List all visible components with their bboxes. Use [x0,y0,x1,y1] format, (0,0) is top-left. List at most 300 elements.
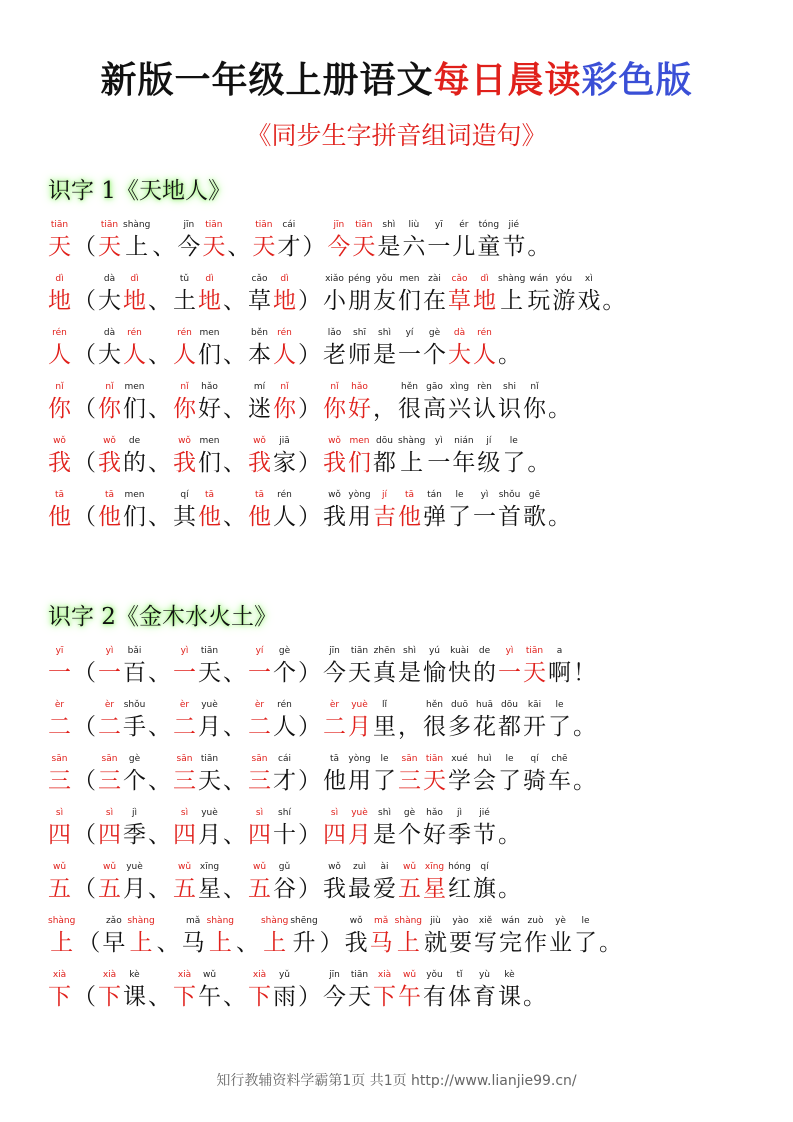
vocab-row [48,914,624,966]
character [173,380,196,424]
pinyin: le [509,436,518,446]
hanzi: 上 [400,450,424,476]
pinyin: xì [584,274,593,284]
pinyin: xià [177,970,192,980]
pinyin [73,326,96,340]
punctuation [73,698,96,742]
character [473,326,496,370]
pinyin: rén [477,328,492,338]
pinyin: yī [434,220,443,230]
hanzi: （ [73,288,96,314]
pinyin: tā [104,490,115,500]
pinyin: xiǎo [325,274,344,284]
pinyin: tǐ [456,970,463,980]
pinyin [223,806,246,820]
character [348,698,371,742]
character [477,218,500,262]
pinyin [148,752,171,766]
character [398,968,421,1012]
hanzi: 人 [273,714,296,740]
character [502,218,525,262]
character [198,380,221,424]
pinyin: hǎo [201,382,218,392]
character [48,644,71,688]
pinyin [148,806,171,820]
pinyin: yǔ [278,970,291,980]
character [373,806,396,850]
pinyin: yú [428,646,441,656]
hanzi: 、 [223,768,246,794]
character [423,488,446,532]
character [523,488,546,532]
pinyin: sì [105,808,114,818]
character [48,752,71,796]
pinyin: jié [508,220,520,230]
pinyin: yǒu [376,274,393,284]
pinyin: èr [54,700,65,710]
character [473,272,496,316]
punctuation [298,380,321,424]
hanzi: 天 [198,660,221,686]
hanzi: 三 [398,768,421,794]
title-part-2: 每日晨读 [433,59,582,101]
pinyin [298,434,321,448]
pinyin: yì [105,646,114,656]
pinyin: wán [529,274,549,284]
pinyin [148,380,171,394]
pinyin: wǔ [402,970,417,980]
hanzi: ， [398,714,421,740]
character [48,914,75,958]
hanzi: 你 [98,396,121,422]
pinyin [548,380,571,394]
pinyin: wǒ [328,862,341,872]
character [248,434,271,478]
character [198,644,221,688]
character [352,218,375,262]
character [373,272,396,316]
hanzi: 今 [327,234,351,260]
character [323,326,346,370]
hanzi: 小 [323,288,346,314]
hanzi: 朋 [348,288,371,314]
punctuation [148,326,171,370]
pinyin [223,752,246,766]
hanzi: （ [73,234,96,260]
pinyin: dà [103,328,116,338]
section-title: 识字 2《金木水火土》 [48,604,277,630]
hanzi: 他 [48,504,71,530]
hanzi: 我 [48,450,71,476]
hanzi: 草 [448,288,471,314]
hanzi: 天 [98,234,121,260]
pinyin: men [199,436,220,446]
hanzi: 二 [173,714,196,740]
pinyin: jié [479,808,490,818]
hanzi: 升 [292,930,316,956]
hanzi: 老 [323,342,346,368]
pinyin [73,644,96,658]
pinyin [398,698,421,712]
title-part-1: 新版一年级上册语文 [100,59,434,101]
character [402,218,425,262]
hanzi: 三 [248,768,271,794]
character [452,218,475,262]
pinyin [373,380,396,394]
hanzi: 里 [373,714,396,740]
punctuation [148,806,171,850]
punctuation [223,644,246,688]
hanzi: 天 [202,234,226,260]
hanzi: 地 [48,288,71,314]
pinyin [298,644,321,658]
pinyin [298,860,321,874]
pinyin: liù [408,220,420,230]
pinyin: tiān [525,646,544,656]
character [273,698,296,742]
pinyin [148,968,171,982]
character [198,698,221,742]
pinyin: nǐ [55,382,64,392]
pinyin: shì [382,220,396,230]
pinyin: tiān [355,220,373,230]
pinyin: sān [251,754,268,764]
character [448,698,471,742]
hanzi: （ [73,984,96,1010]
hanzi: 认 [473,396,496,422]
pinyin: gāo [426,382,443,392]
pinyin: wǔ [252,862,267,872]
pinyin [223,860,246,874]
character [173,860,196,904]
character [498,752,521,796]
pinyin: jiā [279,436,290,446]
character [248,968,271,1012]
pinyin: ài [380,862,389,872]
hanzi: 草 [248,288,271,314]
punctuation [302,218,325,262]
pinyin: shàng [498,274,526,284]
hanzi: 五 [173,876,196,902]
vocab-row [48,218,552,270]
character [48,698,71,742]
pinyin: èr [329,700,340,710]
hanzi: 、 [148,396,171,422]
hanzi: 。 [498,876,521,902]
pinyin [148,698,171,712]
character [273,752,296,796]
pinyin: huā [476,700,493,710]
pinyin: sì [180,808,189,818]
pinyin [73,272,96,286]
punctuation [73,752,96,796]
pinyin: sì [255,808,264,818]
hanzi: 戏 [577,288,601,314]
character [123,380,146,424]
pinyin: tiān [50,220,69,230]
character [395,914,422,958]
pinyin [148,326,171,340]
character [373,698,396,742]
hanzi: 谷 [273,876,296,902]
character [473,380,496,424]
pinyin: de [128,436,141,446]
hanzi: 你 [173,396,196,422]
hanzi: 。 [527,234,551,260]
hanzi: 、 [152,234,176,260]
character [123,752,146,796]
pinyin: tiān [425,754,444,764]
hanzi: 季 [448,822,471,848]
hanzi: 午 [198,984,221,1010]
pinyin: dōu [501,700,518,710]
pinyin: kè [504,970,515,980]
pinyin: mǎ [374,916,389,926]
punctuation [73,380,96,424]
hanzi: 、 [148,504,171,530]
hanzi: （ [73,342,96,368]
pinyin: yòng [348,754,371,764]
pinyin [548,488,571,502]
hanzi: （ [73,768,96,794]
character [198,806,221,850]
character [373,968,396,1012]
character [48,218,71,262]
pinyin [498,806,521,820]
hanzi: 天 [252,234,276,260]
pinyin: wǒ [178,436,191,446]
hanzi: 大 [98,288,121,314]
pinyin [599,914,622,928]
pinyin [298,488,321,502]
character [398,752,421,796]
pinyin: men [399,274,420,284]
pinyin: yào [452,916,469,926]
pinyin: dì [205,274,214,284]
hanzi: 都 [498,714,521,740]
hanzi: （ [73,396,96,422]
hanzi: 下 [173,984,196,1010]
hanzi: 旗 [473,876,496,902]
pinyin [602,272,625,286]
character [173,752,196,796]
pinyin: tóng [478,220,500,230]
hanzi: 童 [477,234,501,260]
pinyin: xià [377,970,392,980]
pinyin: dì [55,274,64,284]
hanzi: 、 [148,450,171,476]
punctuation [148,644,171,688]
character [248,860,271,904]
pinyin: xīng [424,862,445,872]
character [448,752,471,796]
hanzi: 你 [323,396,346,422]
character [248,752,271,796]
hanzi: 、 [148,660,171,686]
hanzi: 的 [473,660,496,686]
pinyin: tiān [350,970,369,980]
pinyin: le [380,754,389,764]
pinyin: jīn [329,970,340,980]
pinyin: tán [427,490,442,500]
punctuation [152,218,175,262]
pinyin: le [555,700,564,710]
hanzi: 六 [402,234,426,260]
character [323,806,346,850]
hanzi: 一 [173,660,196,686]
character [423,806,446,850]
character [423,272,446,316]
punctuation [223,806,246,850]
pinyin: sì [330,808,339,818]
hanzi: 你 [48,396,71,422]
character [502,434,525,478]
pinyin: tiān [100,220,119,230]
pinyin [73,752,96,766]
pinyin: èr [179,700,190,710]
character [323,272,346,316]
character [398,326,421,370]
pinyin: shí [278,808,291,818]
pinyin: nǐ [180,382,189,392]
pinyin: wǔ [202,970,217,980]
hanzi: 才 [273,768,296,794]
punctuation [498,326,521,370]
hanzi: 最 [348,876,371,902]
pinyin: hěn [401,382,418,392]
pinyin [298,326,321,340]
hanzi: 四 [248,822,271,848]
hanzi: ！ [573,660,596,686]
hanzi: 弹 [423,504,446,530]
pinyin [223,698,246,712]
pinyin [73,806,96,820]
character [448,806,471,850]
hanzi: 了 [548,714,571,740]
pinyin: zài [428,274,441,284]
hanzi: 。 [498,342,521,368]
hanzi: ） [298,984,321,1010]
character [373,644,396,688]
hanzi: 五 [248,876,271,902]
hanzi: 个 [398,822,421,848]
character [248,806,271,850]
character [98,218,121,262]
character [323,434,346,478]
hanzi: 星 [423,876,446,902]
character [198,488,221,532]
vocab-row [48,272,627,324]
pinyin: tiān [255,220,273,230]
character [182,914,205,958]
punctuation [148,860,171,904]
pinyin: qí [180,490,189,500]
pinyin: nǐ [530,382,539,392]
character [248,488,271,532]
character [273,644,296,688]
pinyin: xià [102,970,117,980]
pinyin: shǒu [498,490,521,500]
page-title [0,52,793,103]
punctuation [148,434,171,478]
pinyin: chē [551,754,568,764]
pinyin: bǎi [127,646,142,656]
hanzi: 上 [125,234,149,260]
hanzi: 我 [344,930,368,956]
page-subtitle: 《同步生字拼音组词造句》 [246,121,547,150]
character [248,272,271,316]
hanzi: 好 [348,396,371,422]
hanzi: 课 [498,984,521,1010]
character [373,752,396,796]
character [273,968,296,1012]
pinyin: hǎo [351,382,368,392]
hanzi: 四 [98,822,121,848]
punctuation [298,644,321,688]
pinyin: tā [404,490,415,500]
hanzi: 人 [173,342,196,368]
character [423,644,446,688]
punctuation [73,488,96,532]
pinyin: rén [277,490,292,500]
character [423,968,446,1012]
pinyin: hǎo [426,808,443,818]
hanzi: 四 [323,822,346,848]
character [173,434,196,478]
hanzi: 级 [477,450,501,476]
pinyin: sì [55,808,64,818]
pinyin: shàng [123,220,151,230]
punctuation [527,434,550,478]
pinyin [148,488,171,502]
character [348,752,371,796]
hanzi: 车 [548,768,571,794]
hanzi: 地 [198,288,221,314]
character [398,434,425,478]
punctuation [157,914,180,958]
hanzi: 、 [148,822,171,848]
character [177,218,200,262]
hanzi: 上 [396,930,420,956]
hanzi: 一 [498,660,521,686]
pinyin [523,968,546,982]
pinyin: zǎo [105,916,122,926]
hanzi: 、 [227,234,251,260]
hanzi: 、 [148,984,171,1010]
hanzi: 月 [123,876,146,902]
character [198,272,221,316]
hanzi: 他 [398,504,421,530]
character [398,860,421,904]
pinyin: shàng [394,916,422,926]
hanzi: 人 [48,342,71,368]
vocab-row [48,752,598,804]
hanzi: 。 [523,984,546,1010]
pinyin: běn [251,328,268,338]
pinyin: xīng [199,862,220,872]
pinyin: tiān [200,754,219,764]
character [123,698,146,742]
character [273,860,296,904]
hanzi: 二 [248,714,271,740]
hanzi: 。 [548,396,571,422]
punctuation [73,968,96,1012]
character [48,380,71,424]
hanzi: 本 [248,342,271,368]
punctuation [548,488,571,532]
hanzi: 月 [348,714,371,740]
hanzi: 花 [473,714,496,740]
